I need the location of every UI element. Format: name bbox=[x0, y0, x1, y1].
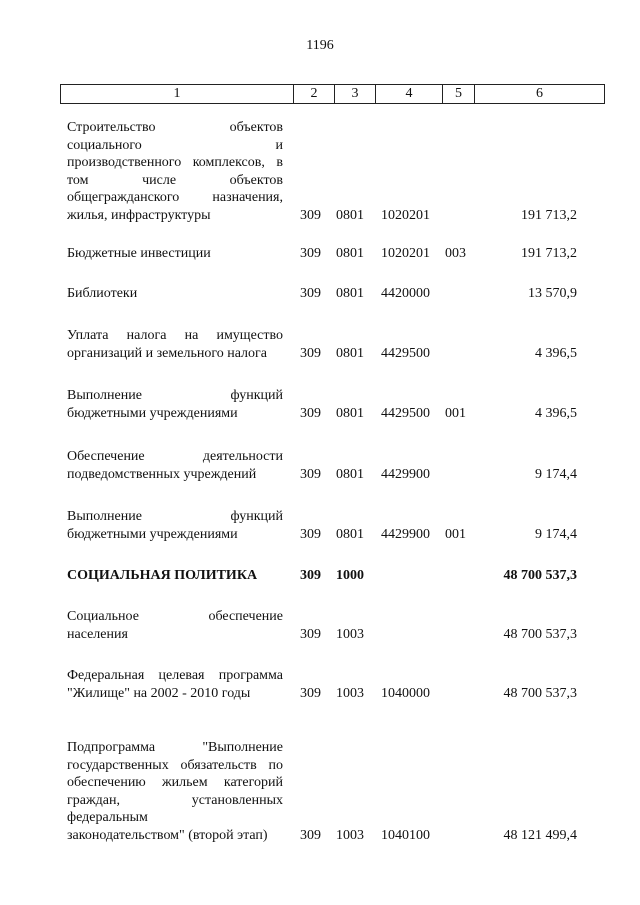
description-line: "Жилище" на 2002 - 2010 годы bbox=[67, 685, 251, 701]
header-col-4: 4 bbox=[375, 85, 442, 103]
cell-c2: 309 bbox=[300, 207, 321, 223]
cell-c6: 48 700 537,3 bbox=[503, 568, 577, 583]
cell-c4: 4429900 bbox=[381, 526, 430, 542]
header-col-1: 1 bbox=[173, 86, 181, 101]
description-line: общегражданского назначения, bbox=[67, 190, 283, 205]
cell-c3: 0801 bbox=[336, 466, 364, 482]
cell-c4: 4420000 bbox=[381, 286, 430, 301]
cell-c6: 48 121 499,4 bbox=[503, 827, 577, 843]
description-line: Федеральная целевая программа bbox=[67, 668, 283, 683]
table-row bbox=[67, 119, 607, 224]
row-description bbox=[67, 285, 283, 303]
cell-c3: 1000 bbox=[336, 568, 364, 583]
cell-c4: 1020201 bbox=[381, 207, 430, 223]
cell-c3: 0801 bbox=[336, 526, 364, 542]
description-line: граждан, установленных bbox=[67, 792, 283, 808]
description-line: Выполнение функций bbox=[67, 388, 283, 403]
cell-c2: 309 bbox=[300, 286, 321, 301]
cell-c2: 309 bbox=[300, 827, 321, 843]
cell-c3: 0801 bbox=[336, 246, 364, 261]
table-row bbox=[67, 285, 607, 303]
cell-c2: 309 bbox=[300, 345, 321, 361]
header-col-5: 5 bbox=[442, 85, 474, 103]
description-line: бюджетными учреждениями bbox=[67, 526, 238, 542]
description-line: организаций и земельного налога bbox=[67, 345, 267, 361]
description-line: бюджетными учреждениями bbox=[67, 405, 238, 421]
description-line: Бюджетные инвестиции bbox=[67, 246, 211, 261]
page-number: 1196 bbox=[306, 38, 334, 53]
row-description bbox=[67, 608, 283, 643]
description-line: Обеспечение деятельности bbox=[67, 449, 283, 464]
cell-c6: 48 700 537,3 bbox=[503, 626, 577, 642]
cell-c2: 309 bbox=[300, 246, 321, 261]
cell-c2: 309 bbox=[300, 466, 321, 482]
description-line: Социальное обеспечение bbox=[67, 609, 283, 624]
cell-c2: 309 bbox=[300, 685, 321, 701]
table-row bbox=[67, 327, 607, 362]
table-row bbox=[67, 739, 607, 844]
cell-c6: 9 174,4 bbox=[535, 466, 577, 482]
row-description bbox=[67, 327, 283, 362]
cell-c5: 003 bbox=[445, 246, 466, 261]
cell-c3: 0801 bbox=[336, 286, 364, 301]
cell-c6: 9 174,4 bbox=[535, 526, 577, 542]
header-col-2: 2 bbox=[293, 85, 334, 103]
row-description bbox=[67, 567, 283, 585]
cell-c3: 0801 bbox=[336, 405, 364, 421]
description-line: производственного комплексов, в bbox=[67, 155, 283, 170]
cell-c6: 4 396,5 bbox=[535, 405, 577, 421]
description-line: населения bbox=[67, 626, 128, 642]
cell-c3: 1003 bbox=[336, 626, 364, 642]
row-description bbox=[67, 448, 283, 483]
description-line: социального и bbox=[67, 137, 283, 153]
description-line: Строительство объектов bbox=[67, 120, 283, 135]
table-row bbox=[67, 608, 607, 643]
cell-c4: 4429500 bbox=[381, 345, 430, 361]
row-description bbox=[67, 667, 283, 702]
description-line: Уплата налога на имущество bbox=[67, 328, 283, 343]
header-col-6: 6 bbox=[474, 85, 604, 103]
cell-c3: 0801 bbox=[336, 345, 364, 361]
cell-c6: 191 713,2 bbox=[521, 207, 577, 223]
cell-c4: 1040100 bbox=[381, 827, 430, 843]
table-row bbox=[67, 245, 607, 263]
description-line: Выполнение функций bbox=[67, 509, 283, 524]
description-line: государственных обязательств по bbox=[67, 757, 283, 773]
row-description bbox=[67, 387, 283, 422]
description-line: обеспечению жильем категорий bbox=[67, 775, 283, 790]
cell-c5: 001 bbox=[445, 526, 466, 542]
row-description bbox=[67, 739, 283, 844]
description-line: жилья, инфраструктуры bbox=[67, 207, 211, 223]
description-line: подведомственных учреждений bbox=[67, 466, 257, 482]
cell-c3: 1003 bbox=[336, 827, 364, 843]
row-description bbox=[67, 119, 283, 224]
cell-c4: 1040000 bbox=[381, 685, 430, 701]
cell-c2: 309 bbox=[300, 405, 321, 421]
row-description bbox=[67, 508, 283, 543]
header-col-3: 3 bbox=[334, 85, 375, 103]
cell-c6: 191 713,2 bbox=[521, 246, 577, 261]
cell-c2: 309 bbox=[300, 568, 321, 583]
description-line: Подпрограмма "Выполнение bbox=[67, 740, 283, 755]
cell-c2: 309 bbox=[300, 626, 321, 642]
cell-c2: 309 bbox=[300, 526, 321, 542]
cell-c6: 13 570,9 bbox=[528, 286, 577, 301]
cell-c3: 0801 bbox=[336, 207, 364, 223]
table-header bbox=[60, 84, 605, 104]
description-line: законодательством" (второй этап) bbox=[67, 827, 268, 843]
cell-c4: 4429900 bbox=[381, 466, 430, 482]
table-row bbox=[67, 567, 607, 585]
row-description bbox=[67, 245, 283, 263]
cell-c3: 1003 bbox=[336, 685, 364, 701]
table-row bbox=[67, 667, 607, 702]
cell-c5: 001 bbox=[445, 405, 466, 421]
table-row bbox=[67, 387, 607, 422]
cell-c6: 48 700 537,3 bbox=[503, 685, 577, 701]
description-line: СОЦИАЛЬНАЯ ПОЛИТИКА bbox=[67, 568, 258, 583]
cell-c4: 1020201 bbox=[381, 246, 430, 261]
description-line: федеральным bbox=[67, 810, 148, 825]
table-row bbox=[67, 448, 607, 483]
description-line: Библиотеки bbox=[67, 286, 138, 301]
description-line: том числе объектов bbox=[67, 172, 283, 188]
table-row bbox=[67, 508, 607, 543]
cell-c4: 4429500 bbox=[381, 405, 430, 421]
cell-c6: 4 396,5 bbox=[535, 345, 577, 361]
